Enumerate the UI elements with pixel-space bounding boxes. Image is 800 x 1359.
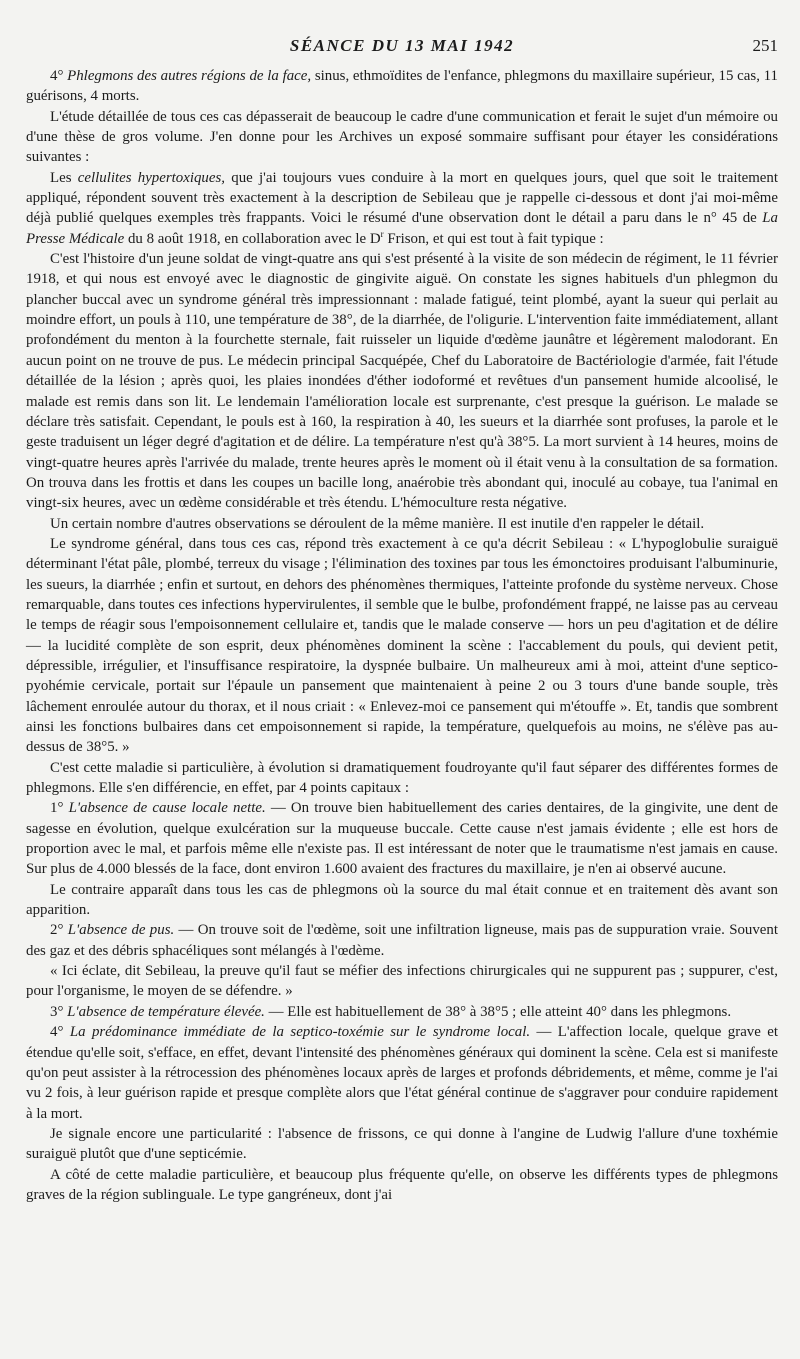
paragraph xyxy=(26,514,778,534)
paragraph xyxy=(26,107,778,168)
text-run: — L'affection locale, quelque grave et étendue qu'elle soit, s'efface, en effet, devant l'intensité des phénomènes généraux qui dominent la scène. Cela est si manifeste qu'on peut assister à la rétrocession des phénomènes locaux après de larges et profonds débridements, et même, comme je l'ai vu 2 fois, à leur guérison rapide et presque complète alors que l'état général continue de s'aggraver pour conduire rapidement à la mort. xyxy=(26,1024,779,1122)
text-run: C'est cette maladie si particulière, à évolution si dramatiquement foudroyante qu'il faut séparer des différentes formes de phlegmons. Elle s'en différencie, en effet, par 4 points capitaux : xyxy=(26,759,778,797)
paragraph xyxy=(26,66,778,107)
paragraph xyxy=(26,961,778,1002)
italic-run: La Presse Médicale xyxy=(26,210,778,247)
text-run: que j'ai toujours vues conduire à la mort en quelques jours, quel que soit le traitement appliqué, répondent souvent très exactement à la description de Sebileau que je rappelle ci-dessous et dont j'ai moi-même déjà publié quelques exemples très frappants. Voici le résumé d'une observation dont le détail a paru dans le n° 45 de xyxy=(26,169,778,227)
paragraph xyxy=(26,798,778,879)
text-run: 1° xyxy=(50,800,69,817)
italic-run: La prédominance immédiate de la septico-toxémie sur le syndrome local. xyxy=(69,1024,531,1041)
paragraph xyxy=(26,1165,778,1206)
paragraph xyxy=(26,880,778,921)
page-header xyxy=(26,36,778,66)
text-run: du 8 août 1918, en collaboration avec le D xyxy=(124,230,381,247)
text-run: 3° xyxy=(50,1003,68,1020)
text-run: Le syndrome général, dans tous ces cas, répond très exactement à ce qu'a décrit Sebileau : « L'hypoglobulie suraiguë déterminant l'état pâle, plombé, terreux du visage ; l'élimination des toxines par tous les émonctoires produisant l'albuminurie, les sueurs, la diarrhée ; enfin et surtout, en dehors des phénomènes thermiques, l'atteinte profonde du système nerveux. Chose remarquable, dans toutes ces infections hypervirulentes, il semble que le bulbe, profondément frappé, ne laisse pas au cerveau le temps de réagir sous l'empoisonnement cellulaire et, tandis que le malade conserve — hors un peu d'agitation et de délire — la lucidité complète de son esprit, deux phénomènes dominent la scène : l'accablement du pouls, qui devient petit, dépressible, irrégulier, et l'insuffisance respiratoire, la dyspnée bulbaire. Un malheureux ami à moi, atteint d'une septico-pyohémie cervicale, portait sur l'épaule un pansement que maintenaient à peine 2 ou 3 tours d'une bande souple, très lâchement enroulée autour du thorax, et il nous criait : « Enlevez-moi ce pansement qui m'étouffe ». Et, tandis que sombrent ainsi les fonctions bulbaires dans cet empoisonnement si rapide, la température, quelquefois au moins, ne s'élève pas au-dessus de 38°5. » xyxy=(26,535,778,756)
text-run: — Elle est habituellement de 38° à 38°5 ; elle atteint 40° dans les phlegmons. xyxy=(264,1003,732,1020)
text-run: Frison, et qui est tout à fait typique : xyxy=(383,230,604,247)
text-run: 4° xyxy=(50,1024,70,1041)
paragraph xyxy=(26,920,778,961)
text-run: A côté de cette maladie particulière, et beaucoup plus fréquente qu'elle, on observe les différents types de phlegmons graves de la région sublinguale. Le type gangréneux, dont j'ai xyxy=(26,1166,778,1203)
text-run: Le contraire apparaît dans tous les cas de phlegmons où la source du mal était connue et en traitement dès avant son apparition. xyxy=(26,881,778,919)
text-run: Je signale encore une particularité : l'absence de frissons, ce qui donne à l'angine de Ludwig l'allure d'une toxhémie suraiguë plutôt que d'une septicémie. xyxy=(26,1125,778,1163)
text-run: Les xyxy=(50,169,78,186)
paragraph xyxy=(26,1002,778,1022)
italic-run: L'absence de cause locale nette. xyxy=(68,800,266,817)
italic-run: L'absence de pus. xyxy=(67,922,175,939)
text-run: C'est l'histoire d'un jeune soldat de vingt-quatre ans qui s'est présenté à la visite de son médecin de régiment, le 11 février 1918, et qui nous est envoyé avec le diagnostic de gingivite aiguë. On constate les signes habituels d'un phlegmon du plancher buccal avec un syndrome général très impressionnant : malade fatigué, teint plombé, ayant la sueur qui perlait au moindre effort, un pouls à 110, une température de 38°, de la diarrhée, de l'oligurie. L'intervention faite immédiatement, allant profondément du menton à la fourchette sternale, fait ruisseler un liquide d'œdème jaunâtre et légèrement malodorant. En aucun point on ne trouve de pus. Le médecin principal Sacquépée, Chef du Laboratoire de Bactériologie d'armée, fait l'étude détaillée de la lésion ; après quoi, les plaies inondées d'éther iodoformé et revêtues d'un pansement humide alcoolisé, le malade est remis dans son lit. Le lendemain l'amélioration locale est surprenante, c'est presque la guérison. Le malade se déclare très satisfait. Cependant, le pouls est à 160, la respiration à 40, les sueurs et la diarrhée sont profuses, la parole et le geste traduisent un léger degré d'agitation et de délire. La température n'est qu'à 38°5. La mort survient à 14 heures, moins de vingt-quatre heures après l'arrivée du malade, trente heures après le moment où il était venu à la consultation de sa formation. On trouva dans les frottis et dans les coupes un bacille long, anaérobie très abondant qui, inoculé au cobaye, tua l'animal en vingt-six heures, avec un œdème considérable et très étendu. L'hémoculture resta négative. xyxy=(26,251,778,512)
text-run: — On trouve bien habituellement des caries dentaires, de la gingivite, une dent de sagesse en évolution, quelque exulcération sur la muqueuse buccale. Cette cause n'est jamais évidente ; elle est hors de proportion avec le mal, et parfois même elle n'existe pas. Il est intéressant de noter que le traumatisme n'est jamais en cause. Sur plus de 4.000 blessés de la face, dont environ 1.600 avaient des fractures du maxillaire, je n'en ai observé aucune. xyxy=(26,800,778,878)
text-run: Un certain nombre d'autres observations se déroulent de la même manière. Il est inutile d'en rappeler le détail. xyxy=(50,515,705,532)
text-run: L'étude détaillée de tous ces cas dépasserait de beaucoup le cadre d'une communication et ferait le sujet d'un mémoire ou d'une thèse de gros volume. J'en donne pour les Archives un exposé sommaire suffisant pour étayer les considérations suivantes : xyxy=(26,108,778,166)
text-run: 4° xyxy=(50,68,68,84)
running-title: SÉANCE DU 13 MAI 1942 xyxy=(289,36,515,55)
italic-run: L'absence de température élevée. xyxy=(67,1003,265,1020)
text-run: « Ici éclate, dit Sebileau, la preuve qu'il faut se méfier des infections chirurgicales qui ne suppurent pas ; suppurer, c'est, pour l'organisme, le moyen de se défendre. » xyxy=(26,963,778,1000)
text-run: — On trouve soit de l'œdème, soit une infiltration ligneuse, mais pas de suppuration vraie. Souvent des gaz et des débris sphacéliques sont mélangés à l'œdème. xyxy=(26,922,778,959)
paragraph xyxy=(26,249,778,513)
paragraph xyxy=(26,534,778,758)
text-run: sinus, ethmoïdites de l'enfance, phlegmons du maxillaire supérieur, 15 cas, 11 guérisons, 4 morts. xyxy=(26,68,778,105)
page-number: 251 xyxy=(752,36,778,55)
italic-run: cellulites hypertoxiques, xyxy=(77,169,226,186)
page xyxy=(26,36,778,1205)
paragraph xyxy=(26,168,778,249)
paragraph xyxy=(26,758,778,799)
body-text xyxy=(26,66,778,1205)
superscript-run: r xyxy=(380,228,384,239)
italic-run: Phlegmons des autres régions de la face, xyxy=(67,68,312,84)
text-run: 2° xyxy=(50,922,68,939)
paragraph xyxy=(26,1022,778,1124)
paragraph xyxy=(26,1124,778,1165)
